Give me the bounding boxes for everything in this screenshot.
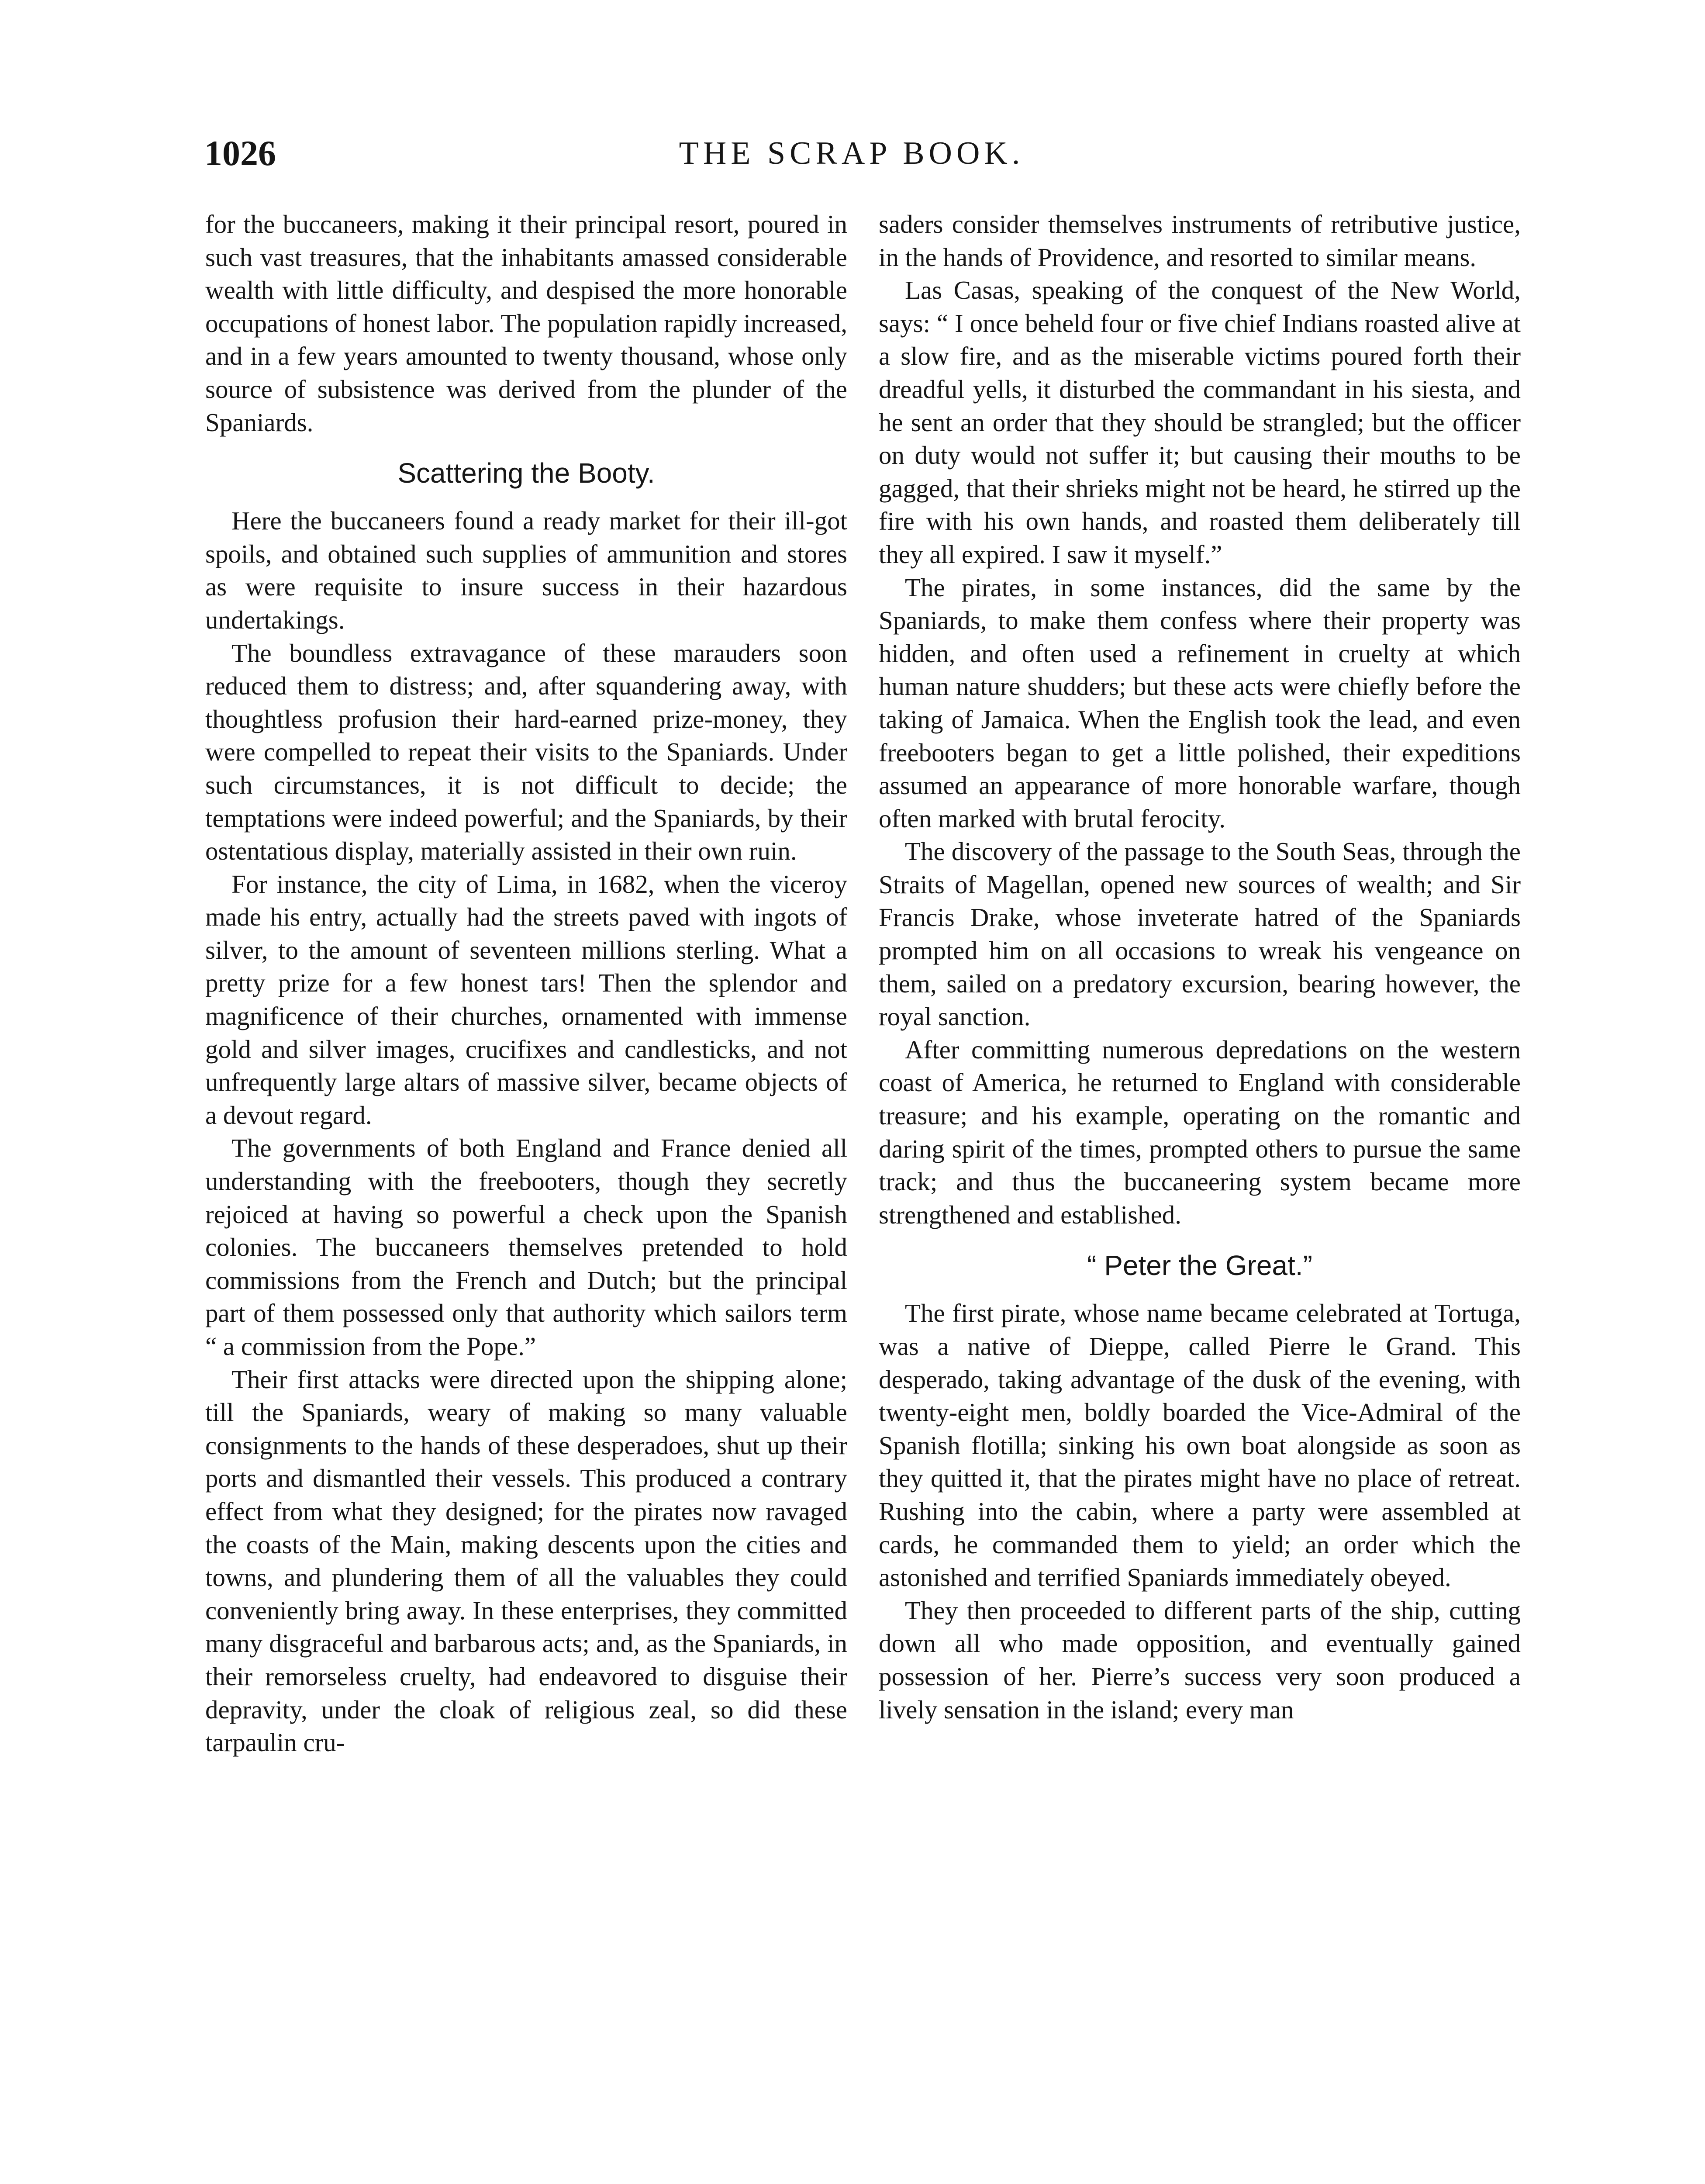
paragraph: for the buccaneers, making it their principal resort, poured in such vast treasures, that the inhabitants amassed considerable wealth with little difficulty, and despised the more honorable occupations of honest labor. The population rapidly increased, and in a few years amounted to twenty thousand, whose only source of subsistence was derived from the plunder of the Spaniards.: [205, 210, 847, 437]
paragraph: The boundless extravagance of these marauders soon reduced them to distress; and, after squandering away, with thoughtless profusion their hard-earned prize-money, they were compelled to repeat their visits to the Spaniards. Under such circumstances, it is not difficult to decide; the temptations were indeed powerful; and the Spaniards, by their ostentatious display, materially assisted in their own ruin.: [205, 638, 847, 866]
paragraph: The discovery of the passage to the South Seas, through the Straits of Magellan, opened new sources of wealth; and Sir Francis Drake, whose inveterate hatred of the Spaniards prompted him on all occasions to wreak his vengeance on them, sailed on a predatory excursion, bearing however, the royal sanction.: [879, 837, 1521, 1031]
section-heading: Scattering the Booty.: [397, 457, 655, 489]
paragraph: They then proceeded to different parts of the ship, cutting down all who made opposition, and eventually gained possession of her. Pierre’s success very soon produced a lively sensation in the island; every man: [879, 1596, 1521, 1724]
right-column: [879, 208, 1521, 1726]
paragraph: Here the buccaneers found a ready market for their ill-got spoils, and obtained such supplies of ammunition and stores as were requisite to insure success in their hazardous undertakings.: [205, 506, 847, 634]
page-number: 1026: [204, 133, 276, 173]
paragraph: The first pirate, whose name became celebrated at Tortuga, was a native of Dieppe, called Pierre le Grand. This desperado, taking advantage of the dusk of the evening, with twenty-eight men, boldly boarded the Vice-Admiral of the Spanish flotilla; sinking his own boat alongside as soon as they quitted it, that the pirates might have no place of retreat. Rushing into the cabin, where a party were assembled at cards, he commanded them to yield; an order which the astonished and terrified Spaniards immediately obeyed.: [879, 1299, 1521, 1592]
paragraph: Their first attacks were directed upon the shipping alone; till the Spaniards, weary of making so many valuable consignments to the hands of these desperadoes, shut up their ports and dismantled their vessels. This produced a contrary effect from what they designed; for the pirates now ravaged the coasts of the Main, making descents upon the cities and towns, and plundering them of all the valuables they could conveniently bring away. In these enterprises, they committed many disgraceful and barbarous acts; and, as the Spaniards, in their remorseless cruelty, had endeavored to disguise their depravity, under the cloak of religious zeal, so did these tarpaulin cru-: [205, 1365, 847, 1757]
paragraph: For instance, the city of Lima, in 1682, when the viceroy made his entry, actually had the streets paved with ingots of silver, to the amount of seventeen millions sterling. What a pretty prize for a few honest tars! Then the splendor and magnificence of their churches, ornamented with immense gold and silver images, crucifixes and candlesticks, and not unfrequently large altars of massive silver, became objects of a devout regard.: [205, 869, 847, 1130]
paragraph: The governments of both England and France denied all understanding with the freebooters, though they secretly rejoiced at having so powerful a check upon the Spanish colonies. The buccaneers themselves pretended to hold commissions from the French and Dutch; but the principal part of them possessed only that authority which sailors term “ a commission from the Pope.”: [205, 1133, 847, 1361]
paragraph: Las Casas, speaking of the conquest of the New World, says: “ I once beheld four or five chief Indians roasted alive at a slow fire, and as the miserable victims poured forth their dreadful yells, it disturbed the commandant in his siesta, and he sent an order that they should be strangled; but the officer on duty would not suffer it; but causing their mouths to be gagged, that their shrieks might not be heard, he stirred up the fire with his own hands, and roasted them deliberately till they all expired. I saw it myself.”: [879, 276, 1521, 569]
left-column: [205, 208, 847, 1759]
paragraph: saders consider themselves instruments of retributive justice, in the hands of Providence, and resorted to similar means.: [879, 210, 1521, 272]
section-heading: “ Peter the Great.”: [1087, 1250, 1312, 1282]
paragraph: The pirates, in some instances, did the same by the Spaniards, to make them confess where their property was hidden, and often used a refinement in cruelty at which human nature shudders; but these acts were chiefly before the taking of Jamaica. When the English took the lead, and even freebooters began to get a little polished, their expeditions assumed an appearance of more honorable warfare, though often marked with brutal ferocity.: [879, 573, 1521, 833]
paragraph: After committing numerous depredations on the western coast of America, he returned to England with considerable treasure; and his example, operating on the romantic and daring spirit of the times, prompted others to pursue the same track; and thus the buccaneering system became more strengthened and established.: [879, 1035, 1521, 1229]
running-head: THE SCRAP BOOK.: [679, 135, 1025, 171]
